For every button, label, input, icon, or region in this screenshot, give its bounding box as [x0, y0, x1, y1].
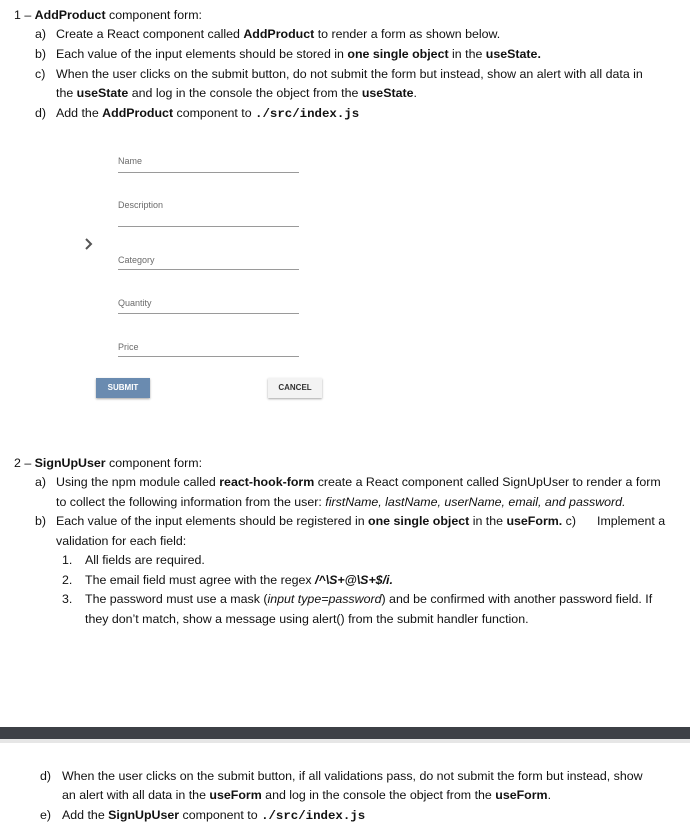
quantity-field-label: Quantity	[118, 298, 152, 308]
s1-item-a: Create a React component called AddProduct to render a form as shown below.	[56, 27, 501, 41]
s2-item-e-marker: e)	[40, 808, 52, 822]
quantity-field[interactable]	[118, 294, 299, 314]
s2-item-d-line1: When the user clicks on the submit button, if all validations pass, do not submit the form but instead, show	[62, 769, 643, 783]
description-field-label: Description	[118, 200, 164, 210]
category-field[interactable]	[118, 252, 299, 270]
s1-item-a-marker: a)	[35, 27, 47, 41]
s1-item-b-marker: b)	[35, 47, 47, 61]
s2-item-b-line2: validation for each field:	[56, 534, 187, 548]
price-field[interactable]	[118, 338, 299, 357]
s1-item-c-marker: c)	[35, 67, 46, 81]
s2-item-b-line1: Each value of the input elements should be registered in one single object in the useForm. c)	[56, 514, 576, 528]
description-field[interactable]	[118, 196, 299, 227]
s1-item-c-line1: When the user clicks on the submit button, do not submit the form but instead, show an alert with all data in	[56, 67, 643, 81]
s1-item-d-marker: d)	[35, 106, 47, 120]
s2-list-3-line2: they don’t match, show a message using alert() from the submit handler function.	[85, 612, 529, 626]
cancel-button[interactable]: CANCEL	[268, 378, 322, 398]
s2-item-a-line1: Using the npm module called react-hook-form create a React component called SignUpUser to render a form	[56, 475, 661, 489]
page-divider	[0, 727, 690, 739]
s2-list-2: The email field must agree with the regex /^\S+@\S+$/i.	[85, 573, 393, 587]
s2-item-a-line2: to collect the following information from the user: firstName, lastName, userName, email, and password.	[56, 495, 626, 509]
s1-item-c-line2: the useState and log in the console the object from the useState.	[56, 86, 417, 100]
s2-item-a-marker: a)	[35, 475, 47, 489]
s2-item-b-marker: b)	[35, 514, 47, 528]
chevron-right-icon	[84, 237, 93, 254]
section2-heading: 2 – SignUpUser component form:	[14, 456, 203, 470]
section1-heading: 1 – AddProduct component form:	[14, 8, 202, 22]
s2-item-b-implement: Implement a	[597, 514, 666, 528]
s2-list-1: All fields are required.	[85, 553, 205, 567]
s2-list-1-marker: 1.	[62, 553, 73, 567]
s2-list-3-marker: 3.	[62, 592, 73, 606]
price-field-label: Price	[118, 342, 139, 352]
category-field-label: Category	[118, 255, 155, 265]
s1-item-d: Add the AddProduct component to ./src/index.js	[56, 106, 360, 121]
s2-item-e: Add the SignUpUser component to ./src/index.js	[62, 808, 366, 823]
name-field-label: Name	[118, 156, 143, 166]
s2-item-d-marker: d)	[40, 769, 52, 783]
name-field[interactable]	[118, 152, 299, 173]
submit-button[interactable]: SUBMIT	[96, 378, 150, 398]
s2-list-3-line1: The password must use a mask (input type=password) and be confirmed with another password field. If	[85, 592, 653, 606]
s2-item-d-line2: an alert with all data in the useForm and log in the console the object from the useForm.	[62, 788, 552, 802]
s2-list-2-marker: 2.	[62, 573, 73, 587]
s1-item-b: Each value of the input elements should be stored in one single object in the useState.	[56, 47, 541, 61]
